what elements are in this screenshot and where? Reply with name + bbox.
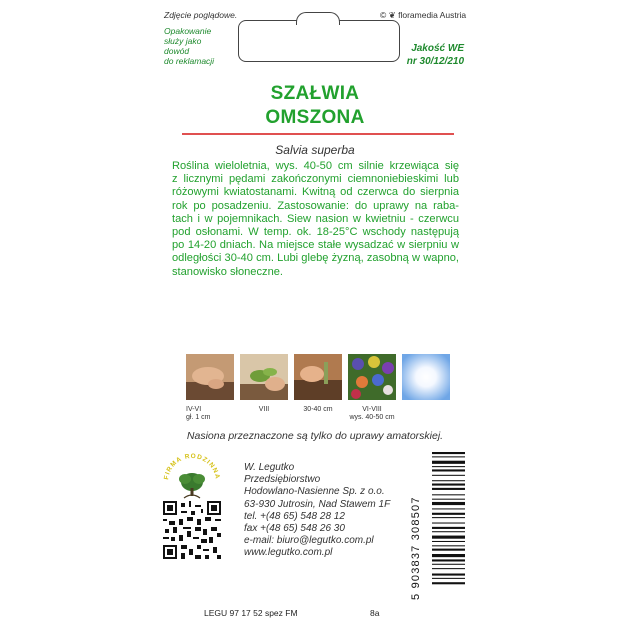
barcode-bar bbox=[432, 461, 465, 464]
barcode-bar bbox=[432, 480, 465, 481]
quality-mark: Jakość WE nr 30/12/210 bbox=[406, 43, 464, 67]
barcode-bar bbox=[432, 545, 465, 546]
description-line: odległości 30-40 cm. Lubi glebę żyzną, zasobną w wapno, bbox=[172, 252, 459, 265]
fax-number: fax +(48 65) 548 26 30 bbox=[244, 523, 345, 535]
barcode-bar bbox=[432, 582, 465, 584]
description bbox=[172, 160, 459, 279]
phone-number: tel. +(48 65) 548 28 12 bbox=[244, 510, 345, 522]
qr-code bbox=[163, 501, 221, 559]
company-address: W. Legutko Przedsiębiorstwo Hodowlano-Nasienne Sp. z o.o. 63-930 Jutrosin, Nad Stawem 1F tel. +(48 65) 548 28 12 fax +(48 65) 548 26 30 e-mail: biuro@legutko.com.pl www.legutko.com.pl bbox=[244, 462, 391, 559]
barcode-bar bbox=[432, 568, 465, 569]
sun-photo bbox=[402, 354, 450, 400]
step-caption-planting: 30-40 cm bbox=[303, 406, 333, 413]
sowing-photo bbox=[186, 354, 234, 400]
description-line: po 14-20 dniach. Na miejsce stałe wysadzać w sierpniu w bbox=[172, 239, 459, 252]
barcode-bar bbox=[432, 517, 465, 518]
barcode-digits: 5 903837 308507 bbox=[410, 496, 422, 600]
description-line: pod osłonami. W temp. ok. 18-25°C wschody następują bbox=[172, 226, 459, 239]
website-link: www.legutko.com.pl bbox=[244, 547, 333, 559]
barcode-bar bbox=[432, 574, 465, 576]
barcode-bar bbox=[432, 564, 465, 565]
page-marker: 8a bbox=[370, 608, 380, 618]
barcode-bar bbox=[432, 536, 465, 539]
hanger-tab bbox=[296, 12, 340, 25]
ean-barcode bbox=[410, 450, 466, 600]
barcode-bar bbox=[432, 475, 465, 476]
planting-photo bbox=[294, 354, 342, 400]
barcode-bar bbox=[432, 494, 465, 495]
barcode-bar bbox=[432, 488, 465, 490]
description-line: stanowisko słoneczne. bbox=[172, 265, 283, 278]
email-address: e-mail: biuro@legutko.com.pl bbox=[244, 535, 374, 547]
seedling-photo bbox=[240, 354, 288, 400]
ad-note: Opakowanie służy jako dowód do reklamacji bbox=[164, 26, 215, 66]
latin-name: Salvia superba bbox=[275, 143, 355, 157]
description-line: tach i w pojemnikach. Siew nasion w kwietniu - czerwcu bbox=[172, 212, 459, 225]
barcode-bar bbox=[432, 554, 465, 557]
description-line: rok po posadzeniu. Zastosowanie: do uprawy na raba- bbox=[172, 199, 459, 212]
barcode-bar bbox=[432, 523, 465, 524]
flowers-photo bbox=[348, 354, 396, 400]
barcode-bar bbox=[432, 541, 465, 542]
barcode-bar bbox=[432, 513, 465, 515]
step-caption-sowing: IV-VI gł. 1 cm bbox=[186, 406, 211, 421]
barcode-bar bbox=[432, 527, 465, 529]
description-line: Roślina wieloletnia, wys. 40-50 cm silnie krzewiąca się bbox=[172, 160, 459, 172]
barcode-bar bbox=[432, 484, 465, 486]
hanger-slot bbox=[238, 20, 400, 62]
photo-note: Zdjęcie poglądowe. bbox=[164, 10, 238, 20]
product-code: LEGU 97 17 52 spez FM bbox=[204, 608, 298, 618]
amateur-use-note: Nasiona przeznaczone są tylko do uprawy amatorskiej. bbox=[186, 430, 444, 442]
barcode-bar bbox=[432, 502, 465, 505]
step-caption-flowering: VI-VIII wys. 40-50 cm bbox=[349, 406, 395, 421]
step-caption-seedling: VIII bbox=[258, 406, 270, 413]
barcode-bar bbox=[432, 508, 465, 509]
product-name-line1: SZAŁWIA bbox=[270, 83, 360, 104]
barcode-bar bbox=[432, 531, 465, 532]
barcode-bar bbox=[432, 466, 465, 467]
logo-text: FIRMA RODZINNA bbox=[163, 452, 221, 481]
barcode-bar bbox=[432, 559, 465, 561]
barcode-bar bbox=[432, 578, 465, 579]
barcode-bar bbox=[432, 549, 465, 551]
barcode-bar bbox=[432, 499, 465, 500]
product-name-line2: OMSZONA bbox=[265, 107, 365, 128]
company-name: W. Legutko bbox=[244, 462, 295, 473]
copyright: © ❦ floramedia Austria bbox=[380, 10, 467, 20]
description-line: różowymi kwiatostanami. Kwitną od czerwca do sierpnia bbox=[172, 186, 459, 199]
barcode-bar bbox=[432, 456, 465, 457]
barcode-bar bbox=[432, 452, 465, 454]
barcode-bar bbox=[432, 469, 465, 471]
title-divider bbox=[182, 133, 454, 135]
description-line: z licznymi pędami zakończonymi ciemnoniebieskimi lub bbox=[172, 173, 459, 186]
